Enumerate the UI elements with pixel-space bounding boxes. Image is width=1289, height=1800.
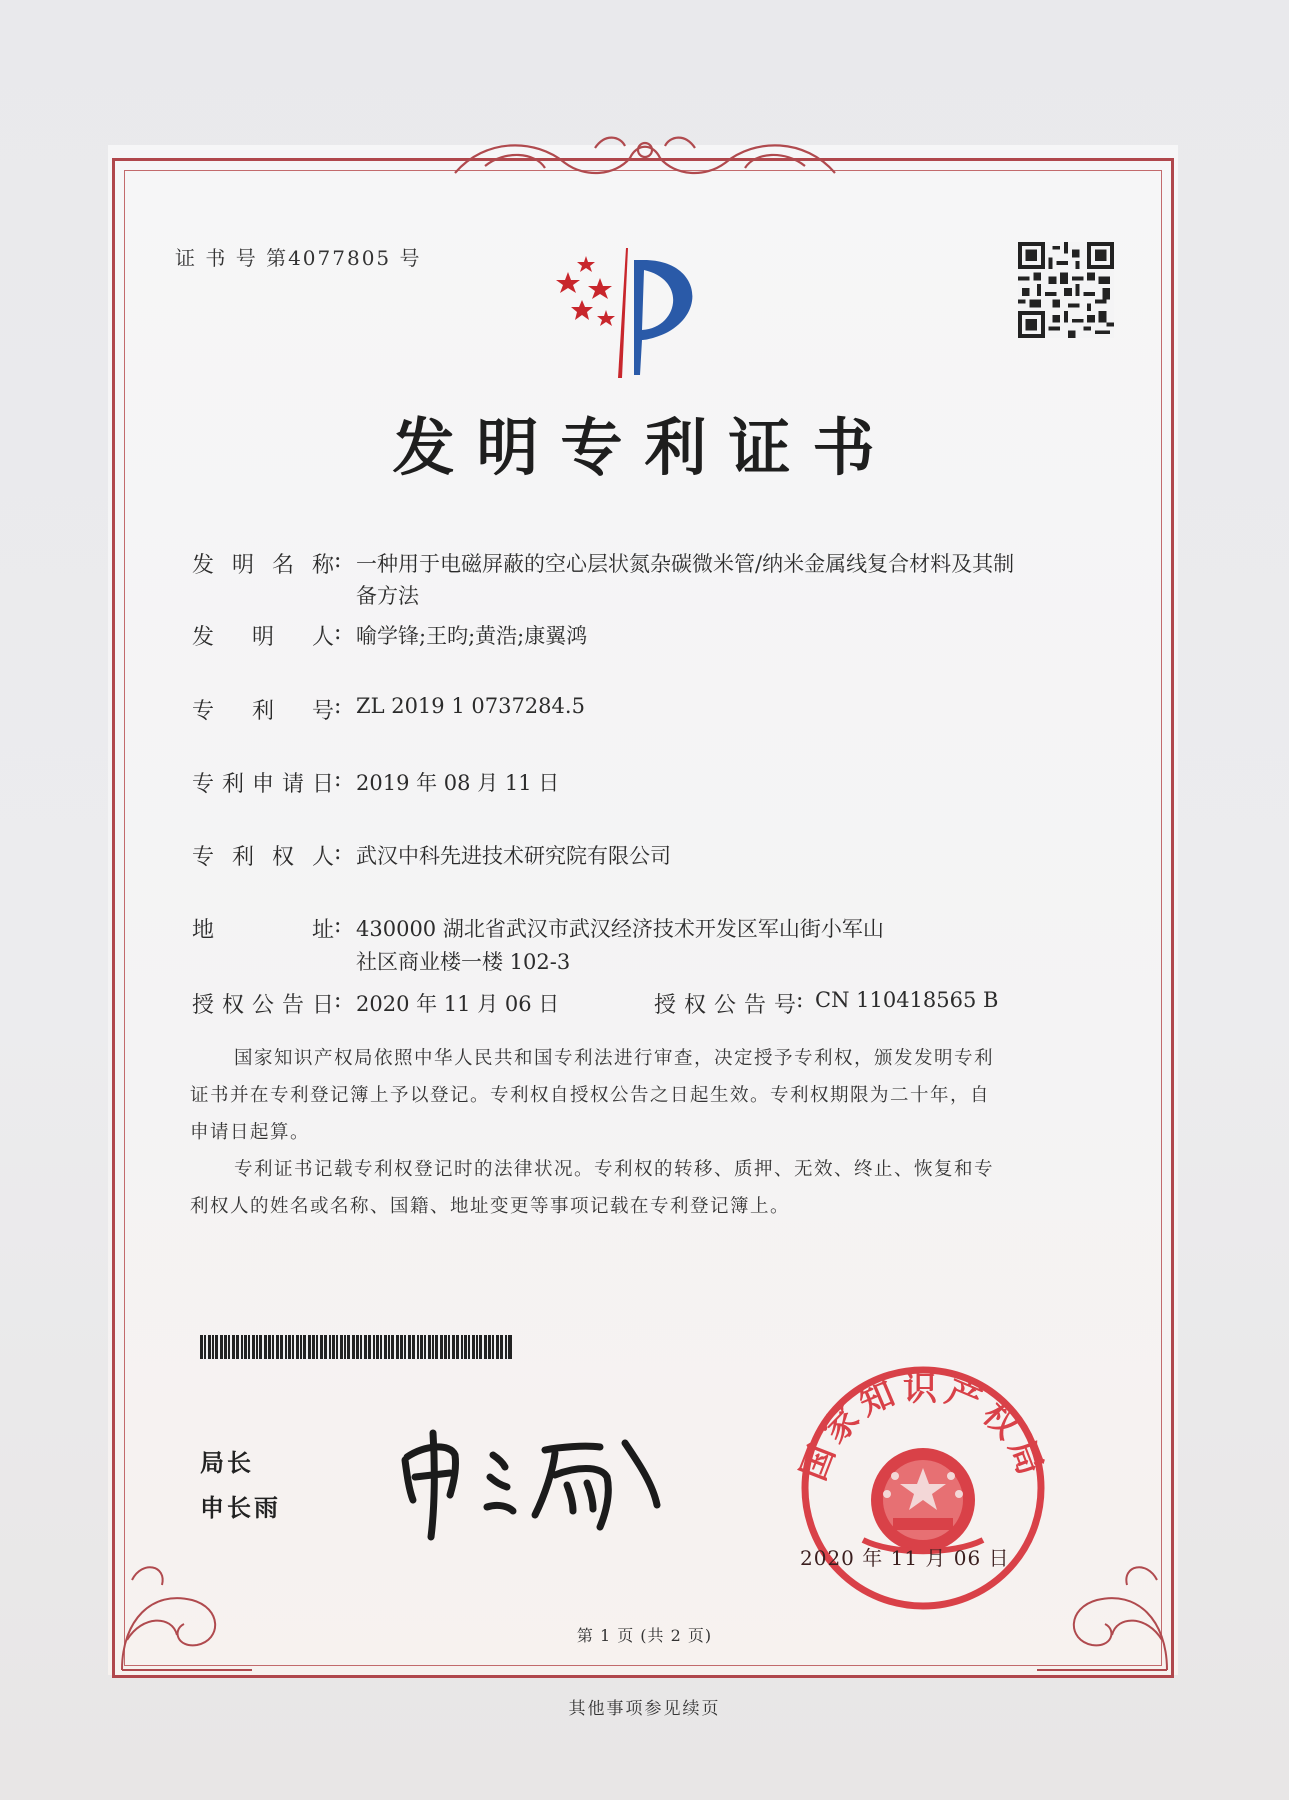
officer-name: 申长雨 <box>200 1493 281 1522</box>
signature-icon <box>395 1415 665 1545</box>
address-label: 地址 <box>192 918 334 943</box>
top-ornament-icon <box>445 128 845 188</box>
application-date-colon: : <box>334 767 342 792</box>
barcode-icon <box>200 1335 512 1359</box>
address-value-line2: 社区商业楼一楼 102-3 <box>356 950 571 974</box>
inventors-value: 喻学锋;王昀;黄浩;康翼鸿 <box>356 624 588 648</box>
statement-p2-line1: 专利证书记载专利权登记时的法律状况。专利权的转移、质押、无效、终止、恢复和专 <box>234 1159 995 1180</box>
grant-number-label: 授权公告号 <box>654 993 796 1018</box>
application-date-value: 2019 年 08 月 11 日 <box>356 771 560 795</box>
patent-number-value: ZL 2019 1 0737284.5 <box>356 694 585 718</box>
address-colon: : <box>334 913 342 938</box>
page-number: 第 1 页 (共 2 页) <box>576 1626 713 1645</box>
grant-date-colon: : <box>334 988 342 1013</box>
patent-office-logo-icon <box>548 240 728 380</box>
footer-note: 其他事项参见续页 <box>568 1699 721 1719</box>
patent-number-label: 专利号 <box>192 699 334 724</box>
certificate-title: 发明专利证书 <box>392 411 897 484</box>
statement-p1-line2: 证书并在专利登记簿上予以登记。专利权自授权公告之日起生效。专利权期限为二十年，自 <box>190 1085 991 1106</box>
invention-name-label: 发明名称 <box>192 553 334 578</box>
statement-p1-line3: 申请日起算。 <box>190 1122 311 1143</box>
invention-name-value-line1: 一种用于电磁屏蔽的空心层状氮杂碳微米管/纳米金属线复合材料及其制 <box>356 552 1015 576</box>
grant-number-value: CN 110418565 B <box>815 988 999 1012</box>
bottom-left-ornament-icon <box>112 1520 262 1680</box>
invention-name-value-line2: 备方法 <box>356 584 419 608</box>
application-date-label: 专利申请日 <box>192 772 334 797</box>
invention-name-colon: : <box>334 548 342 573</box>
patent-number-colon: : <box>334 694 342 719</box>
official-seal-icon <box>783 1350 1063 1620</box>
qr-code-icon <box>1018 242 1114 338</box>
grant-number-colon: : <box>796 988 804 1013</box>
inventors-label: 发明人 <box>192 625 334 650</box>
officer-title: 局长 <box>200 1448 254 1477</box>
statement-p1-line1: 国家知识产权局依照中华人民共和国专利法进行审查，决定授予专利权，颁发发明专利 <box>234 1048 995 1069</box>
statement-p2-line2: 利权人的姓名或名称、国籍、地址变更等事项记载在专利登记簿上。 <box>190 1196 791 1217</box>
seal-date: 2020 年 11 月 06 日 <box>800 1546 1010 1570</box>
grant-date-value: 2020 年 11 月 06 日 <box>356 992 560 1016</box>
patentee-value: 武汉中科先进技术研究院有限公司 <box>356 844 671 868</box>
grant-date-label: 授权公告日 <box>192 993 334 1018</box>
patentee-label: 专利权人 <box>192 845 334 870</box>
inventors-colon: : <box>334 620 342 645</box>
address-value-line1: 430000 湖北省武汉市武汉经济技术开发区军山街小军山 <box>356 917 884 941</box>
certificate-number: 证 书 号 第4077805 号 <box>175 246 422 270</box>
patentee-colon: : <box>334 840 342 865</box>
seal-text: 国家知识产权局 <box>793 1369 1053 1486</box>
